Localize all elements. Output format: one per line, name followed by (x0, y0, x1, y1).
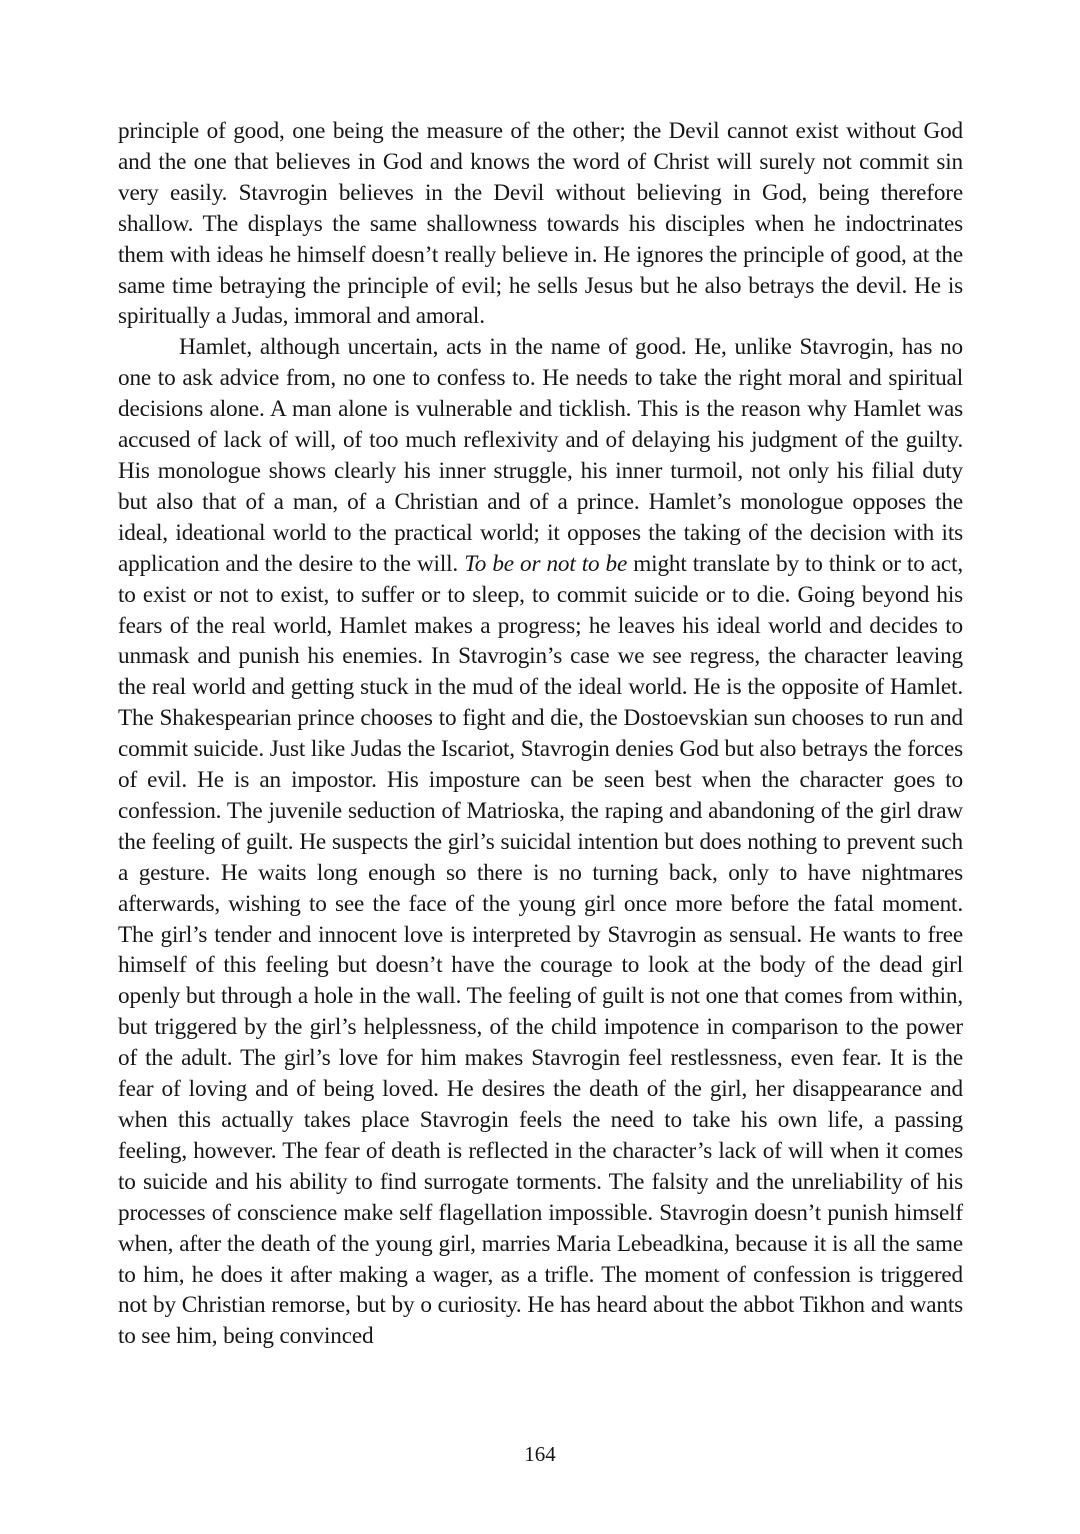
paragraph-text: Hamlet, although uncertain, acts in the name of good. He, unlike Stavrogin, has no one to ask advice from, no one to confess to. He needs to take the right moral and spiritual decisions alone. A man alone is vulnerable and ticklish. This is the reason why Hamlet was accused of lack of will, of too much reflexivity and of delaying his judgment of the guilty. His monologue shows clearly his inner struggle, his inner turmoil, not only his filial duty but also that of a man, of a Christian and of a prince. Hamlet’s monologue opposes the ideal, ideational world to the practical world; it opposes the taking of the decision with its application and the desire to the will. (118, 334, 963, 577)
page-number: 164 (524, 1442, 556, 1466)
paragraph (118, 116, 963, 332)
paragraph (118, 332, 963, 1352)
body-text (118, 116, 963, 1352)
paragraph-text: principle of good, one being the measure of the other; the Devil cannot exist without God and the one that believes in God and knows the word of Christ will surely not commit sin very easily. Stavrogin believes in the Devil without believing in God, being therefore shallow. The displays the same shallowness towards his disciples when he indoctrinates them with ideas he himself doesn’t really believe in. He ignores the principle of good, at the same time betraying the principle of evil; he sells Jesus but he also betrays the devil. He is spiritually a Judas, immoral and amoral. (118, 118, 963, 330)
italic-quote: To be or not to be (464, 550, 628, 577)
paragraph-text: might translate by to think or to act, to exist or not to exist, to suffer or to sleep, to commit suicide or to die. Going beyond his fears of the real world, Hamlet makes a progress; he leaves his ideal world and decides to unmask and punish his enemies. In Stavrogin’s case we see regress, the character leaving the real world and getting stuck in the mud of the ideal world. He is the opposite of Hamlet. The Shakespearian prince chooses to fight and die, the Dostoevskian sun chooses to run and commit suicide. Just like Judas the Iscariot, Stavrogin denies God but also betrays the forces of evil. He is an impostor. His imposture can be seen best when the character goes to confession. The juvenile seduction of Matrioska, the raping and abandoning of the girl draw the feeling of guilt. He suspects the girl’s suicidal intention but does nothing to prevent such a gesture. He waits long enough so there is no turning back, only to have nightmares afterwards, wishing to see the face of the young girl once more before the fatal moment. The girl’s tender and innocent love is interpreted by Stavrogin as sensual. He wants to free himself of this feeling but doesn’t have the courage to look at the body of the dead girl openly but through a hole in the wall. The feeling of guilt is not one that comes from within, but triggered by the girl’s helplessness, of the child impotence in comparison to the power of the adult. The girl’s love for him makes Stavrogin feel restlessness, even fear. It is the fear of loving and of being loved. He desires the death of the girl, her disappearance and when this actually takes place Stavrogin feels the need to take his own life, a passing feeling, however. The fear of death is reflected in the character’s lack of will when it comes to suicide and his ability to find surrogate torments. The falsity and the unreliability of his processes of conscience make self flagellation impossible. Stavrogin doesn’t punish himself when, after the death of the young girl, marries Maria Lebeadkina, because it is all the same to him, he does it after making a wager, as a trifle. The moment of confession is triggered not by Christian remorse, but by o curiosity. He has heard about the abbot Tikhon and wants to see him, being convinced (118, 550, 964, 1350)
